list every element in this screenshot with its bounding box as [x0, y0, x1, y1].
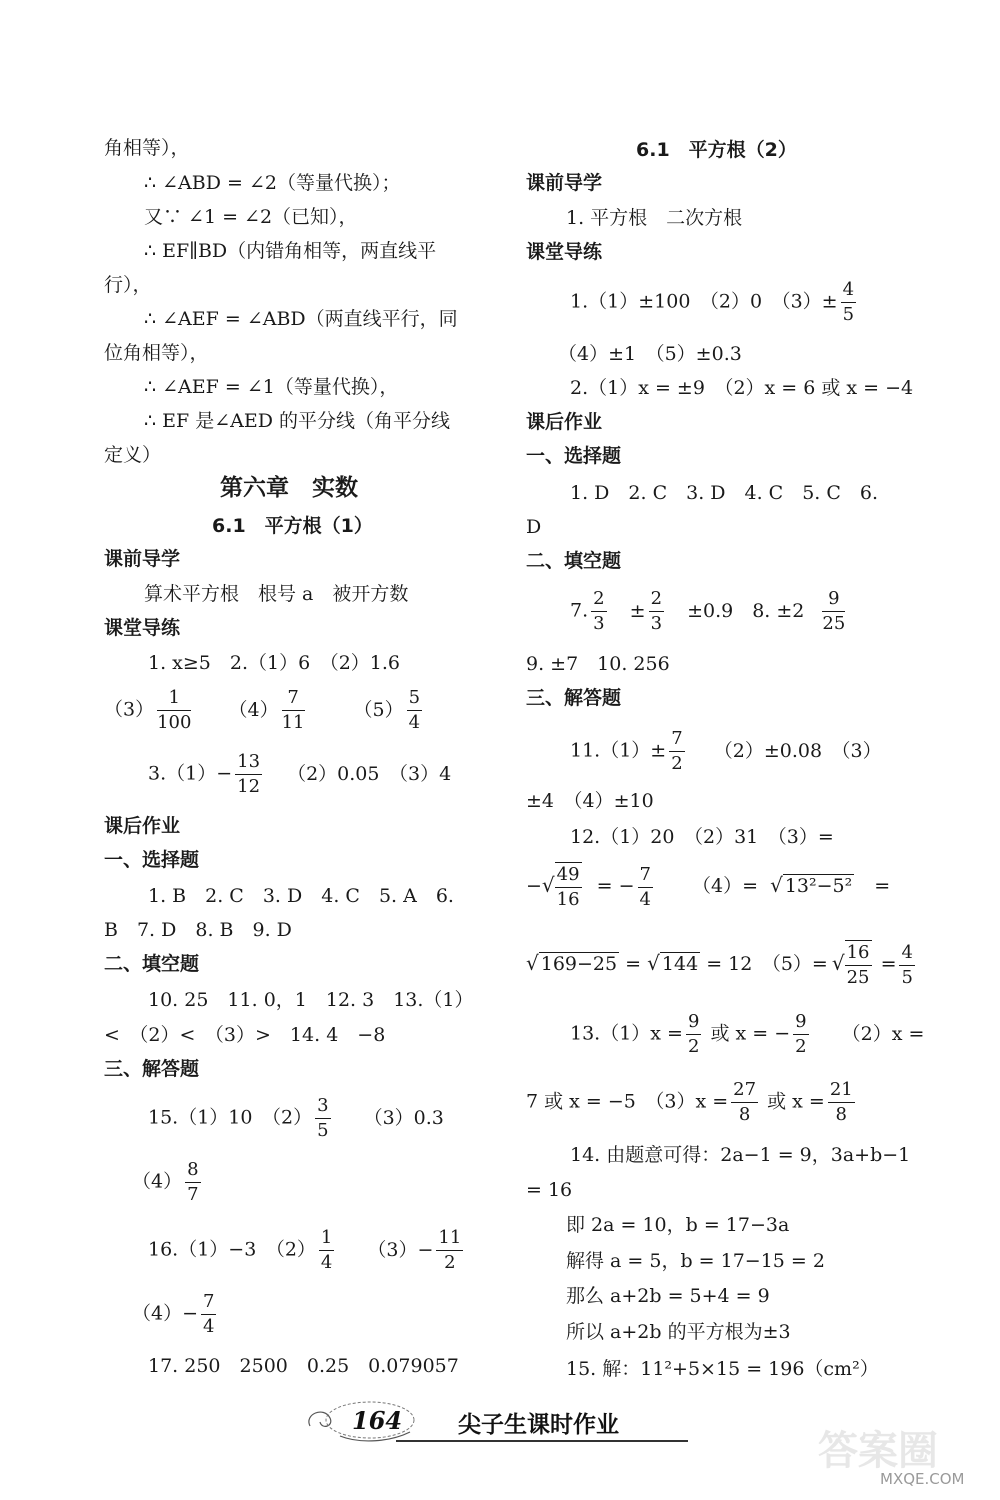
fraction	[669, 727, 684, 776]
answer-line-radicals	[526, 862, 890, 912]
denominator: 2	[795, 1036, 807, 1057]
fraction	[436, 1226, 463, 1275]
answer-line: = 16	[526, 1179, 573, 1201]
numerator: 16	[845, 941, 872, 966]
heading-solve: 三、解答题	[526, 687, 622, 709]
numerator: 1	[157, 686, 191, 711]
answer-line-radicals	[526, 940, 918, 990]
radical-sign: √	[541, 873, 555, 897]
answer-line: 即 2a = 10，b = 17−3a	[566, 1214, 790, 1236]
fraction	[828, 1078, 855, 1127]
answer-line: 算术平方根 根号 a 被开方数	[144, 583, 409, 605]
numerator: 2	[591, 587, 606, 612]
proof-line: ∴ ∠AEF = ∠1（等量代换），	[144, 376, 399, 398]
answer-text: = −	[596, 875, 635, 897]
answer-line: 1. 平方根 二次方根	[566, 207, 743, 229]
answer-line-fractions	[570, 1010, 924, 1059]
answer-line-fractions	[570, 587, 848, 636]
answer-text: ±0.9 8. ±2	[687, 599, 805, 622]
answer-line: 15. 解：11²+5×15 = 196（cm²）	[566, 1358, 879, 1380]
numerator: 8	[185, 1158, 200, 1183]
denominator: 11	[281, 712, 305, 733]
fraction	[282, 686, 305, 735]
answer-line-fractions	[148, 750, 451, 799]
watermark-text: MXQE.COM	[880, 1470, 965, 1488]
heading-solve: 三、解答题	[104, 1058, 200, 1080]
denominator: 2	[687, 1036, 700, 1057]
book-title: 尖子生课时作业	[458, 1412, 619, 1438]
proof-line: 行），	[104, 274, 152, 296]
numerator: 49	[555, 863, 582, 888]
answer-line-fractions	[148, 1094, 444, 1143]
fraction	[686, 1010, 701, 1059]
answer-line: 9. ±7 10. 256	[526, 653, 670, 675]
numerator: 9	[686, 1010, 701, 1035]
denominator: 2	[444, 1252, 456, 1273]
denominator: 8	[738, 1104, 751, 1125]
section-title: 6.1 平方根（2）	[636, 139, 797, 161]
denominator: 2	[671, 753, 683, 774]
answer-line: 14. 由题意可得：2a−1 = 9，3a+b−1	[570, 1144, 911, 1166]
fraction	[407, 686, 422, 735]
answer-label: （5）	[353, 698, 404, 721]
numerator: 2	[649, 587, 664, 612]
numerator: 9	[822, 587, 845, 612]
answer-text: 7 或 x = −5 （3）x =	[526, 1090, 729, 1113]
answer-text: （4）−	[132, 1302, 199, 1325]
svg-text:答案圈: 答案圈	[818, 1428, 938, 1474]
answer-text: ±	[629, 599, 646, 622]
fraction	[845, 940, 872, 990]
fraction	[793, 1010, 808, 1059]
answer-text: =	[625, 953, 642, 975]
numerator: 7	[669, 727, 684, 752]
denominator: 3	[650, 613, 663, 634]
fraction	[649, 587, 664, 636]
denominator: 5	[317, 1120, 329, 1141]
heading-homework: 课后作业	[526, 411, 603, 433]
answer-text: 3.（1）−	[148, 762, 233, 785]
numerator: 3	[315, 1094, 330, 1119]
answer-line: 解得 a = 5，b = 17−15 = 2	[566, 1250, 825, 1272]
denominator: 4	[408, 712, 421, 733]
answer-line: 10. 25 11. 0，1 12. 3 13.（1）	[148, 989, 474, 1011]
answer-text: 1.（1）±100 （2）0 （3）±	[570, 290, 838, 313]
radicand: 13²−5²	[784, 875, 853, 897]
radicand: 169−25	[540, 953, 618, 975]
fraction	[731, 1078, 758, 1127]
answer-line-fractions	[132, 1158, 204, 1207]
proof-line: ∴ ∠AEF = ∠ABD（两直线平行，同	[144, 308, 458, 330]
answer-text: 7.	[570, 599, 589, 622]
answer-text: （2）0.05 （3）4	[287, 762, 452, 785]
heading-class-practice: 课堂导练	[104, 617, 181, 639]
answer-line-fractions	[132, 1290, 219, 1339]
answer-line: （4）±1 （5）±0.3	[558, 343, 742, 365]
answer-text: （3）−	[367, 1238, 434, 1261]
numerator: 13	[235, 750, 262, 775]
numerator: 1	[319, 1226, 334, 1251]
fraction	[315, 1094, 330, 1143]
answer-line-fractions	[526, 1078, 858, 1127]
numerator: 27	[731, 1078, 758, 1103]
fraction	[841, 278, 856, 327]
numerator: 4	[841, 278, 856, 303]
heading-pre-study: 课前导学	[526, 172, 603, 194]
answer-line-fractions	[570, 278, 859, 327]
section-title: 6.1 平方根（1）	[212, 515, 373, 537]
fraction	[638, 863, 653, 912]
denominator: 4	[639, 888, 651, 910]
denominator: 12	[237, 776, 261, 797]
answer-text: = 12 （5）=	[706, 953, 828, 975]
answer-label: （4）	[228, 698, 279, 721]
fraction	[899, 941, 914, 990]
answer-text: （2）x =	[841, 1022, 925, 1045]
numerator: 7	[638, 863, 653, 888]
proof-line: ∴ ∠ABD = ∠2（等量代换）；	[144, 172, 401, 194]
proof-line: 角相等），	[104, 137, 190, 159]
numerator: 7	[201, 1290, 216, 1315]
heading-pre-study: 课前导学	[104, 548, 181, 570]
answer-line: 1. x≥5 2.（1）6 （2）1.6	[148, 652, 401, 674]
numerator: 21	[828, 1078, 855, 1103]
denominator: 5	[901, 966, 913, 988]
answer-line: 1. D 2. C 3. D 4. C 5. C 6.	[570, 482, 879, 504]
denominator: 7	[187, 1184, 199, 1205]
answer-line: < （2）< （3）> 14. 4 −8	[104, 1024, 386, 1046]
fraction	[201, 1290, 216, 1339]
denominator: 8	[835, 1104, 847, 1125]
answer-text: −	[526, 875, 542, 897]
answer-line: 2.（1）x = ±9 （2）x = 6 或 x = −4	[570, 377, 914, 399]
fraction	[319, 1226, 334, 1275]
answer-text: 或 x = −	[710, 1022, 791, 1045]
page-number: 164	[352, 1406, 403, 1435]
chapter-title: 第六章 实数	[220, 475, 358, 501]
fraction	[235, 750, 262, 799]
numerator: 9	[793, 1010, 808, 1035]
radical-sign: √	[770, 873, 783, 897]
answer-line: 那么 a+2b = 5+4 = 9	[566, 1285, 770, 1307]
proof-line: 位角相等），	[104, 342, 209, 364]
answer-text: =	[880, 953, 897, 975]
denominator: 4	[320, 1252, 333, 1273]
answer-text: （4）	[132, 1170, 183, 1193]
heading-class-practice: 课堂导练	[526, 241, 603, 263]
answer-text: 13.（1）x =	[570, 1022, 683, 1045]
denominator: 4	[203, 1316, 215, 1337]
answer-text: （2）±0.08 （3）	[713, 739, 882, 762]
fraction	[555, 862, 582, 912]
numerator: 11	[436, 1226, 463, 1251]
radical-sign: √	[831, 951, 845, 975]
heading-fill: 二、填空题	[526, 550, 622, 572]
denominator: 25	[846, 967, 870, 988]
answer-line: D	[526, 516, 542, 538]
answer-line: ±4 （4）±10	[526, 790, 654, 812]
numerator: 4	[899, 941, 914, 966]
radical-sign: √	[526, 951, 539, 975]
radicand: 144	[661, 953, 699, 975]
radical-sign: √	[647, 951, 660, 975]
proof-line: ∴ EF 是∠AED 的平分线（角平分线	[144, 410, 451, 432]
heading-homework: 课后作业	[104, 815, 181, 837]
numerator: 5	[407, 686, 422, 711]
heading-choice: 一、选择题	[526, 445, 622, 467]
denominator: 16	[556, 889, 580, 910]
proof-line: 又∵ ∠1 = ∠2（已知），	[144, 206, 358, 228]
fraction	[157, 686, 191, 735]
heading-choice: 一、选择题	[104, 849, 200, 871]
answer-text: 15.（1）10 （2）	[148, 1106, 313, 1129]
proof-line: ∴ EF∥BD（内错角相等，两直线平	[144, 240, 437, 262]
footer-rule	[396, 1440, 688, 1442]
answer-text: =	[874, 875, 891, 897]
proof-line: 定义）	[104, 444, 162, 466]
answer-line-fractions	[148, 1226, 466, 1275]
answer-label: （3）	[104, 698, 155, 721]
answer-text: （3）0.3	[363, 1106, 444, 1129]
answer-text: 16.（1）−3 （2）	[148, 1238, 316, 1261]
denominator: 3	[593, 613, 605, 634]
answer-line: 所以 a+2b 的平方根为±3	[566, 1321, 791, 1343]
answer-line: 1. B 2. C 3. D 4. C 5. A 6.	[148, 885, 454, 907]
answer-text: 11.（1）±	[570, 739, 667, 762]
answer-line-fractions	[570, 727, 882, 776]
heading-fill: 二、填空题	[104, 953, 200, 975]
answer-line: 17. 250 2500 0.25 0.079057	[148, 1355, 459, 1377]
denominator: 5	[842, 304, 855, 325]
fraction	[591, 587, 606, 636]
page-footer	[300, 1396, 700, 1456]
numerator: 7	[282, 686, 305, 711]
answer-line: 12.（1）20 （2）31 （3）=	[570, 826, 834, 848]
denominator: 100	[157, 712, 192, 733]
fraction	[822, 587, 845, 636]
answer-line: B 7. D 8. B 9. D	[104, 919, 292, 941]
denominator: 25	[822, 613, 846, 634]
answer-line-fractions	[104, 686, 425, 735]
answer-text: （4）=	[692, 875, 759, 897]
fraction	[185, 1158, 200, 1207]
answer-text: 或 x =	[767, 1090, 825, 1113]
